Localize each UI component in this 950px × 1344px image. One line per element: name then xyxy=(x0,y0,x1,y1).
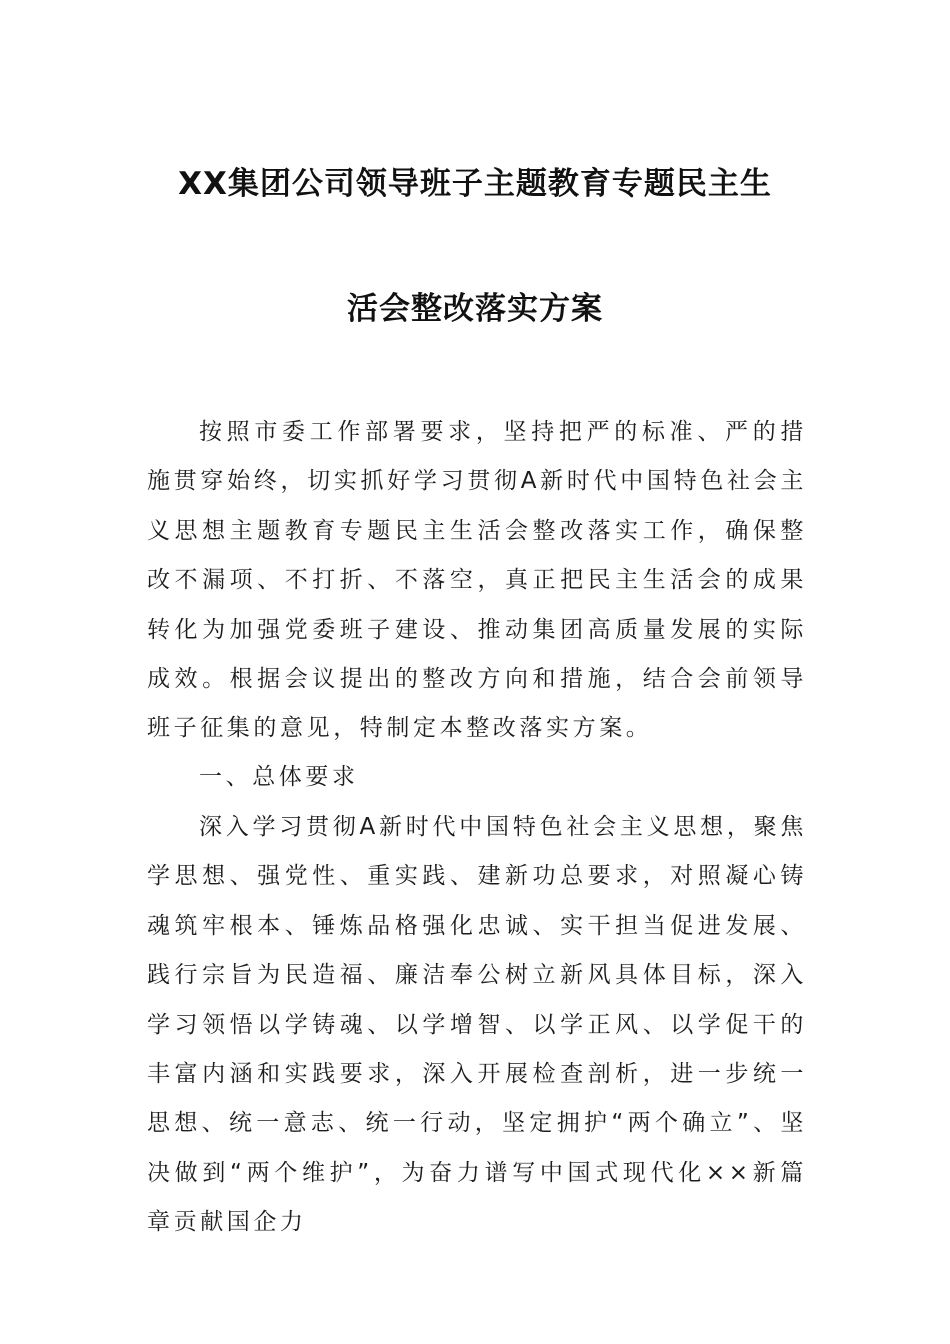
document-title-line-2: 活会整改落实方案 xyxy=(347,291,603,327)
intro-paragraph: 按照市委工作部署要求，坚持把严的标准、严的措施贯穿始终，切实抓好学习贯彻A新时代中国特色社会主义思想主题教育专题民主生活会整改落实工作，确保整改不漏项、不打折、不落空，真正把民主生活会的成果转化为加强党委班子建设、推动集团高质量发展的实际成效。根据会议提出的整改方向和措施，结合会前领导班子征集的意见，特制定本整改落实方案。 xyxy=(147,419,807,742)
section-heading-general-requirements: 一、总体要求 xyxy=(199,764,359,790)
document-title-line-1: XX集团公司领导班子主题教育专题民主生 xyxy=(178,166,772,202)
general-requirements-paragraph: 深入学习贯彻A新时代中国特色社会主义思想，聚焦学思想、强党性、重实践、建新功总要求，对照凝心铸魂筑牢根本、锤炼品格强化忠诚、实干担当促进发展、践行宗旨为民造福、廉洁奉公树立新风具体目标，深入学习领悟以学铸魂、以学增智、以学正风、以学促干的丰富内涵和实践要求，深入开展检查剖析，进一步统一思想、统一意志、统一行动，坚定拥护“两个确立”、坚决做到“两个维护”，为奋力谱写中国式现代化××新篇章贡献国企力 xyxy=(147,814,807,1236)
